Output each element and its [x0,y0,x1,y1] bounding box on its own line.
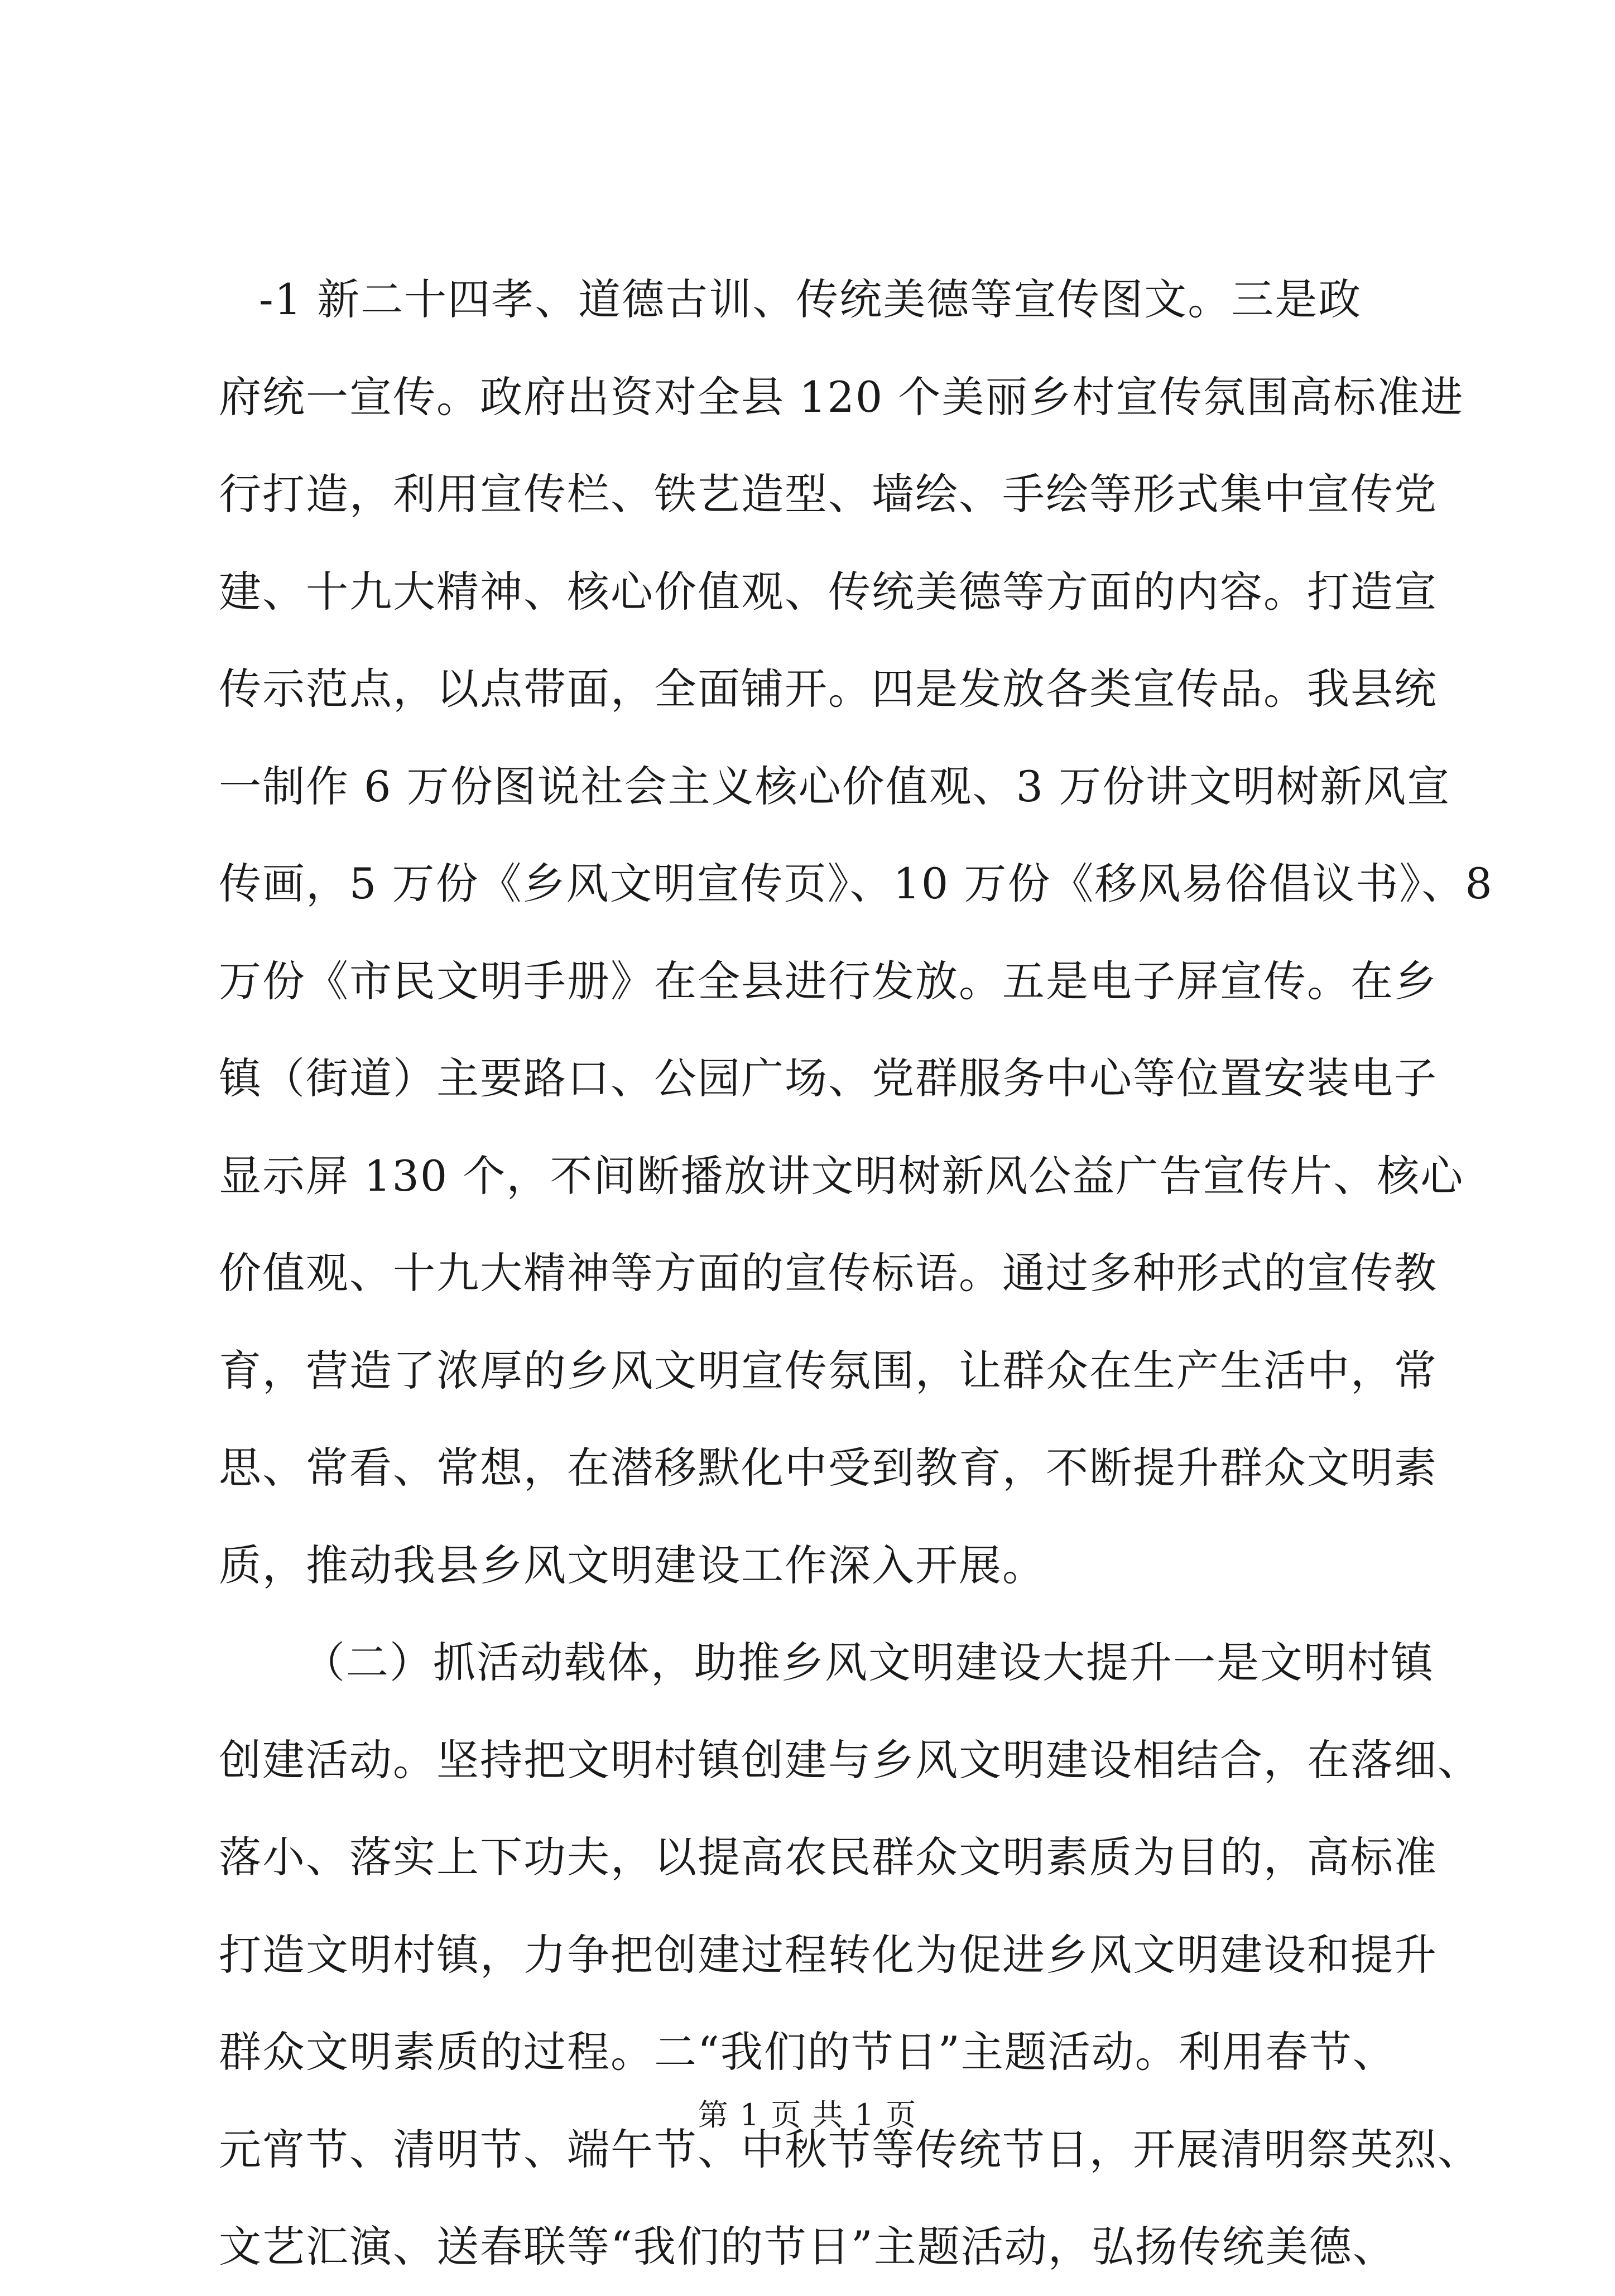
text-line: 行打造，利用宣传栏、铁艺造型、墙绘、手绘等形式集中宣传党 [219,469,1438,519]
text-line: 镇（街道）主要路口、公园广场、党群服务中心等位置安装电子 [219,1053,1438,1103]
text-line: 育，营造了浓厚的乡风文明宣传氛围，让群众在生产生活中，常 [219,1345,1438,1395]
text-line: 思、常看、常想，在潜移默化中受到教育，不断提升群众文明素 [219,1443,1438,1493]
text-line: 打造文明村镇，力争把创建过程转化为促进乡风文明建设和提升 [219,1929,1438,1980]
text-line: 建、十九大精神、核心价值观、传统美德等方面的内容。打造宣 [219,566,1438,617]
text-line: 群众文明素质的过程。二“我们的节日”主题活动。利用春节、 [219,2027,1396,2077]
text-line: 文艺汇演、送春联等“我们的节日”主题活动，弘扬传统美德、 [219,2222,1396,2271]
text-line: 一制作 6 万份图说社会主义核心价值观、3 万份讲文明树新风宣 [219,761,1451,811]
text-line: 质，推动我县乡风文明建设工作深入开展。 [219,1540,1046,1590]
page-footer: 第 1 页 共 1 页 [698,2097,917,2133]
text-line: 创建活动。坚持把文明村镇创建与乡风文明建设相结合，在落细、 [219,1735,1481,1785]
text-line: 府统一宣传。政府出资对全县 120 个美丽乡村宣传氛围高标准进 [219,372,1464,422]
text-line: -1 新二十四孝、道德古训、传统美德等宣传图文。三是政 [259,275,1362,324]
text-line: 传示范点，以点带面，全面铺开。四是发放各类宣传品。我县统 [219,664,1438,714]
text-line: 元宵节、清明节、端午节、中秋节等传统节日，开展清明祭英烈、 [219,2124,1481,2174]
text-line: 落小、落实上下功夫，以提高农民群众文明素质为目的，高标准 [219,1832,1438,1882]
text-line: 传画，5 万份《乡风文明宣传页》、10 万份《移风易俗倡议书》、8 [219,859,1493,908]
document-body [219,251,1493,2296]
section-heading-line: （二）抓活动载体，助推乡风文明建设大提升一是文明村镇 [302,1638,1434,1687]
text-line: 万份《市民文明手册》在全县进行发放。五是电子屏宣传。在乡 [219,956,1438,1006]
text-line: 显示屏 130 个，不间断播放讲文明树新风公益广告宣传片、核心 [219,1151,1464,1201]
text-line: 价值观、十九大精神等方面的宣传标语。通过多种形式的宣传教 [219,1248,1438,1298]
